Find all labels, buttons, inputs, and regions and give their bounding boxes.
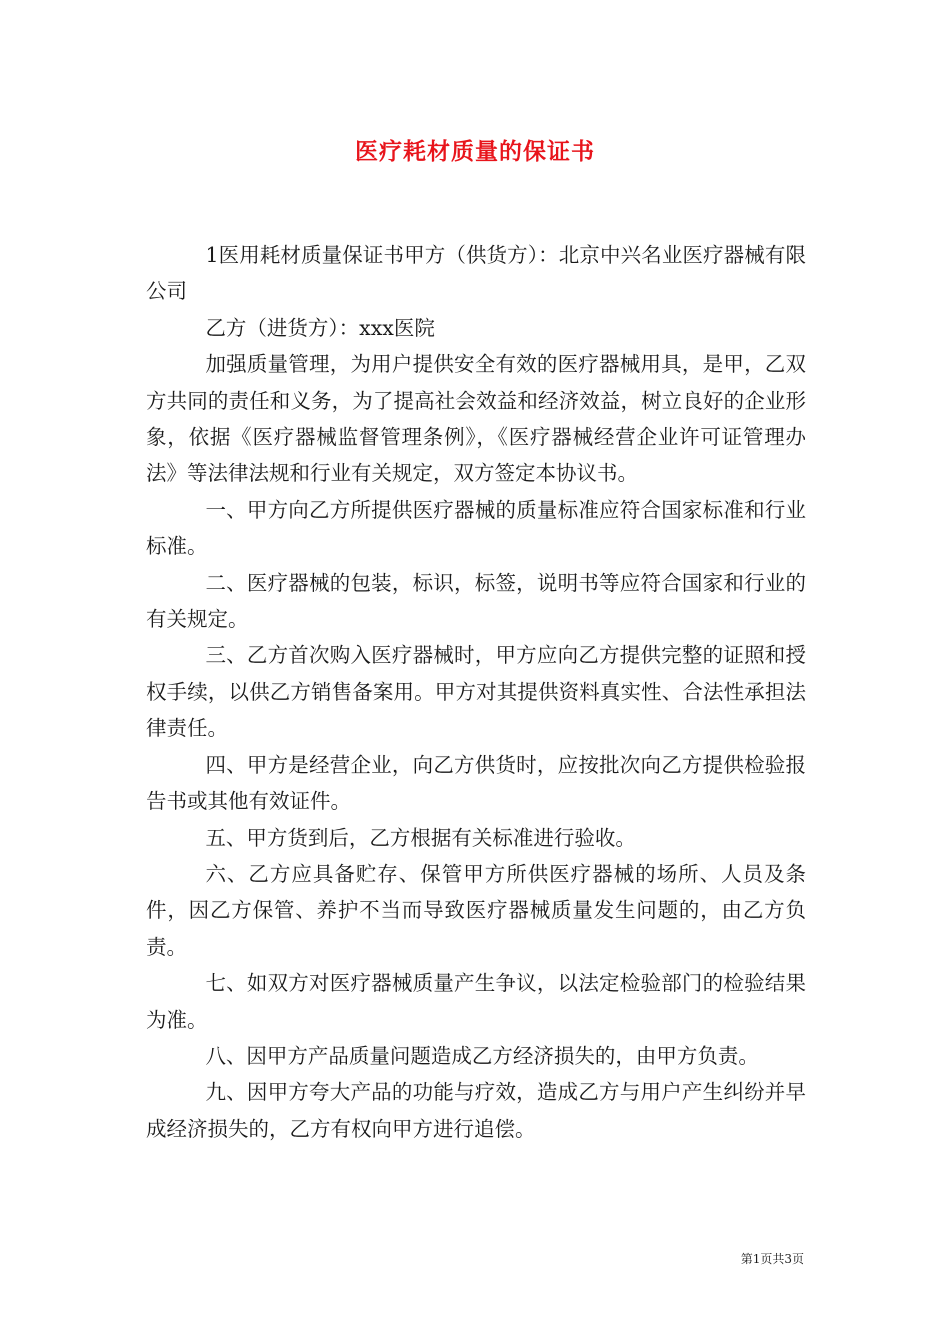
paragraph-clause-8: 八、因甲方产品质量问题造成乙方经济损失的，由甲方负责。 [205, 1043, 759, 1068]
paragraph-clause-1: 一、甲方向乙方所提供医疗器械的质量标准应符合国家标准和行业标准。 [146, 497, 806, 559]
paragraph-preamble: 加强质量管理，为用户提供安全有效的医疗器械用具，是甲，乙双方共同的责任和义务，为了提高社会效益和经济效益，树立良好的企业形象，依据《医疗器械监督管理条例》，《医疗器械经营企业许可证管理办法》等法律法规和行业有关规定，双方签定本协议书。 [146, 352, 806, 486]
paragraph-clause-5: 五、甲方货到后，乙方根据有关标准进行验收。 [205, 825, 636, 850]
page-number-footer: 第1页共3页 [740, 1252, 804, 1266]
paragraph-party-b: 乙方（进货方）：xxx医院 [205, 315, 435, 340]
paragraph-clause-6: 六、乙方应具备贮存、保管甲方所供医疗器械的场所、人员及条件，因乙方保管、养护不当而导致医疗器械质量发生问题的，由乙方负责。 [146, 861, 806, 959]
paragraph-clause-9: 九、因甲方夸大产品的功能与疗效，造成乙方与用户产生纠纷并早成经济损失的，乙方有权向甲方进行追偿。 [146, 1080, 806, 1141]
paragraph-clause-4: 四、甲方是经营企业，向乙方供货时，应按批次向乙方提供检验报告书或其他有效证件。 [146, 752, 806, 814]
paragraph-clause-3: 三、乙方首次购入医疗器械时，甲方应向乙方提供完整的证照和授权手续，以供乙方销售备案用。甲方对其提供资料真实性、合法性承担法律责任。 [146, 643, 806, 741]
document-body [146, 237, 806, 1147]
paragraph-clause-2: 二、医疗器械的包装，标识，标签，说明书等应符合国家和行业的有关规定。 [146, 570, 806, 632]
paragraph-header: 1医用耗材质量保证书甲方（供货方）：北京中兴名业医疗器械有限公司 [146, 243, 806, 304]
document-title: 医疗耗材质量的保证书 [355, 138, 595, 165]
paragraph-clause-7: 七、如双方对医疗器械质量产生争议，以法定检验部门的检验结果为准。 [146, 971, 806, 1032]
